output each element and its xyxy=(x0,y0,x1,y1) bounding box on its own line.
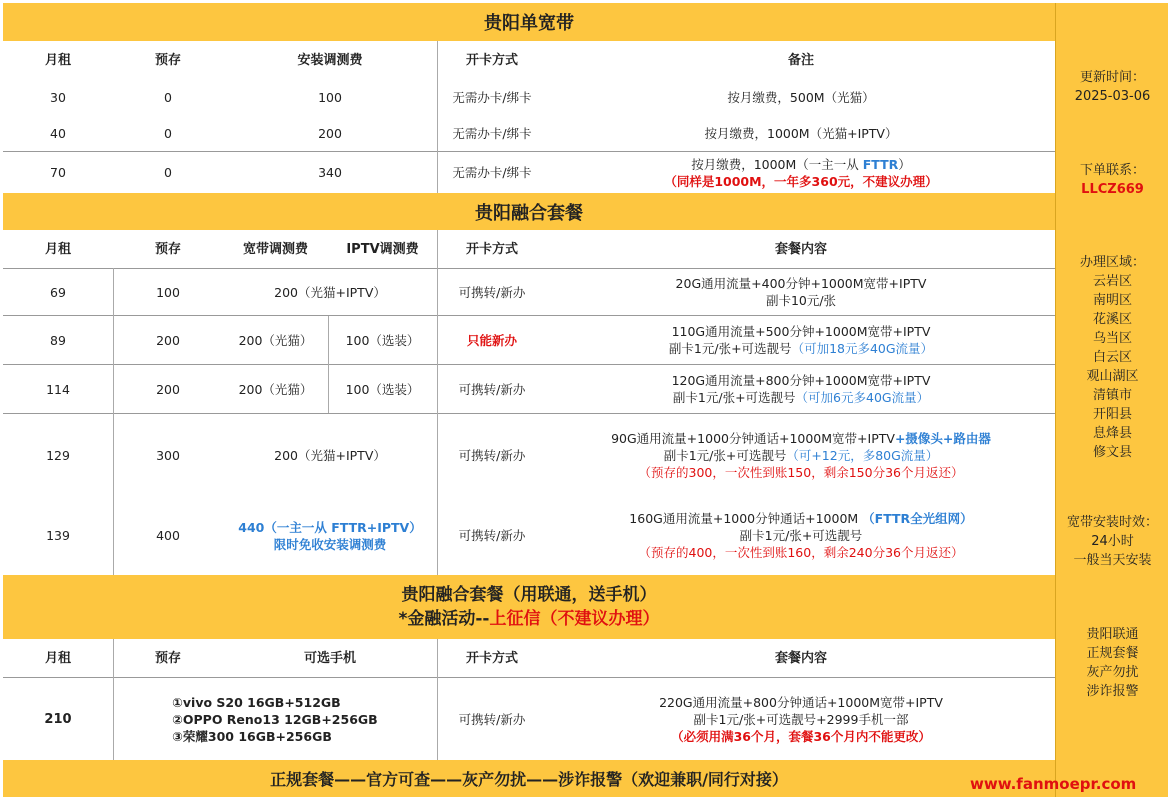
area-label: 办理区域： xyxy=(1079,255,1145,270)
s2-row1-method: 可携转/新办 xyxy=(458,284,526,300)
footer-band xyxy=(3,760,1055,797)
s2-row1-content-line1: 20G通用流量+400分钟+1000M宽带+IPTV xyxy=(675,276,927,291)
s1-row3-note-line1: 按月缴费，1000M（一主一从 FTTR） xyxy=(691,156,911,172)
area-item: 修文县 xyxy=(1092,445,1132,460)
s3-row-rent: 210 xyxy=(44,711,72,727)
s2-row4-method: 可携转/新办 xyxy=(458,447,526,463)
s1-row2-fee: 200 xyxy=(318,125,342,141)
area-item: 观山湖区 xyxy=(1086,369,1139,384)
s2-header-deposit: 预存 xyxy=(154,241,181,257)
update-date: 2025-03-06 xyxy=(1074,89,1151,104)
s2-row2-iptv-fee: 100（选装） xyxy=(345,332,420,348)
s2-row5-method: 可携转/新办 xyxy=(458,528,526,543)
s2-header-content: 套餐内容 xyxy=(774,241,827,257)
s2-header-iptv-fee: IPTV调测费 xyxy=(346,241,419,257)
s2-row4-content-line1: 90G通用流量+1000分钟通话+1000M宽带+IPTV+摄像头+路由器 xyxy=(611,430,991,446)
notice-block xyxy=(1056,625,1169,701)
s1-row1-rent: 30 xyxy=(50,89,66,105)
s2-row3-content-line2: 副卡1元/张+可选靓号（可加6元多40G流量） xyxy=(672,390,930,405)
s3-header-method: 开卡方式 xyxy=(465,650,518,666)
s2-row5-fee xyxy=(223,496,437,575)
s3-row-content-line3: （必须用满36个月，套餐36个月内不能更改） xyxy=(671,728,931,744)
watermark-url: www.fanmoepr.com xyxy=(970,775,1137,793)
section3-subtitle: *金融活动--上征信（不建议办理） xyxy=(398,609,660,629)
contact-label: 下单联系： xyxy=(1079,163,1145,178)
s2-header-rent: 月租 xyxy=(44,241,71,257)
s3-header-content: 套餐内容 xyxy=(774,650,827,666)
s2-row3-rent: 114 xyxy=(46,381,70,397)
phone-option-1: ①vivo S20 16GB+512GB xyxy=(172,694,341,710)
phone-option-2: ②OPPO Reno13 12GB+256GB xyxy=(172,711,378,727)
area-item: 云岩区 xyxy=(1092,274,1132,289)
s2-header-method: 开卡方式 xyxy=(465,241,518,257)
notice-line: 涉诈报警 xyxy=(1086,684,1139,699)
s3-header-deposit: 预存 xyxy=(154,650,181,666)
notice-line: 灰产勿扰 xyxy=(1086,665,1139,680)
s1-row3-method: 无需办卡/绑卡 xyxy=(452,165,532,180)
s2-row3-content-line1: 120G通用流量+800分钟+1000M宽带+IPTV xyxy=(671,373,931,388)
s2-row3-bb-fee: 200（光猫） xyxy=(238,381,313,397)
s2-row3-content xyxy=(547,365,1055,413)
s2-row1-content xyxy=(547,269,1055,315)
s2-row4-deposit: 300 xyxy=(156,447,180,463)
s2-row2-rent: 89 xyxy=(50,332,66,348)
area-item: 清镇市 xyxy=(1092,388,1132,403)
s3-header-phone: 可选手机 xyxy=(303,650,356,666)
s2-header-bb-fee: 宽带调测费 xyxy=(242,241,308,257)
s1-row2-deposit: 0 xyxy=(164,125,172,141)
install-label: 宽带安装时效： xyxy=(1066,515,1158,530)
section3-title: 贵阳融合套餐（用联通，送手机） xyxy=(401,585,657,605)
install-note: 一般当天安装 xyxy=(1073,553,1152,568)
s2-row1-fee: 200（光猫+IPTV） xyxy=(274,284,386,300)
s1-row2-method: 无需办卡/绑卡 xyxy=(452,125,532,141)
s3-header-rent: 月租 xyxy=(44,650,71,666)
s1-row3-rent: 70 xyxy=(50,165,66,180)
s2-row5-fee-line2: 限时免收安装调测费 xyxy=(273,536,387,552)
s3-row-method: 可携转/新办 xyxy=(458,711,526,727)
s3-row-content xyxy=(547,678,1055,760)
s1-header-rent: 月租 xyxy=(44,52,71,68)
s2-row5-content-line3: （预存的400，一次性到账160，剩余240分36个月返还） xyxy=(638,545,964,560)
main-table xyxy=(3,3,1055,797)
update-label: 更新时间： xyxy=(1079,70,1145,85)
area-item: 南明区 xyxy=(1092,293,1132,308)
s2-row4-content-line3: （预存的300，一次性到账150，剩余150分36个月返还） xyxy=(638,464,964,480)
s2-row3-iptv-fee: 100（选装） xyxy=(345,381,420,397)
update-info xyxy=(1056,68,1169,106)
install-hours: 24小时 xyxy=(1091,534,1134,549)
footer-text: 正规套餐——官方可查——灰产勿扰——涉诈报警（欢迎兼职/同行对接） xyxy=(270,770,788,789)
s2-row2-content-line1: 110G通用流量+500分钟+1000M宽带+IPTV xyxy=(671,324,931,339)
s1-row1-method: 无需办卡/绑卡 xyxy=(452,89,532,105)
s1-row2-note: 按月缴费，1000M（光猫+IPTV） xyxy=(704,125,898,141)
service-areas xyxy=(1056,253,1169,462)
info-sidebar xyxy=(1055,3,1168,797)
s1-header-method: 开卡方式 xyxy=(465,52,518,68)
s2-row5-fee-line1: 440（一主一从 FTTR+IPTV） xyxy=(238,519,422,535)
s2-row1-content-line2: 副卡10元/张 xyxy=(765,293,837,308)
section2-title: 贵阳融合套餐 xyxy=(3,193,1055,230)
s2-row2-content-line2: 副卡1元/张+可选靓号（可加18元多40G流量） xyxy=(668,341,934,356)
s3-row-phones xyxy=(113,678,437,760)
area-item: 花溪区 xyxy=(1092,312,1132,327)
s3-row-content-line1: 220G通用流量+800分钟通话+1000M宽带+IPTV xyxy=(659,694,943,710)
s2-row5-content-line1: 160G通用流量+1000分钟通话+1000M （FTTR全光组网） xyxy=(629,511,973,526)
s3-row-content-line2: 副卡1元/张+可选靓号+2999手机一部 xyxy=(693,711,909,727)
s2-row2-method: 只能新办 xyxy=(466,332,517,348)
s2-row5-rent: 139 xyxy=(46,528,70,543)
s1-row1-deposit: 0 xyxy=(164,89,172,105)
s2-row4-content-line2: 副卡1元/张+可选靓号（可+12元，多80G流量） xyxy=(663,447,939,463)
s1-row3-deposit: 0 xyxy=(164,165,172,180)
contact-info xyxy=(1056,161,1169,199)
s2-row2-deposit: 200 xyxy=(156,332,180,348)
s2-row2-bb-fee: 200（光猫） xyxy=(238,332,313,348)
s2-row4-fee: 200（光猫+IPTV） xyxy=(274,447,386,463)
s2-row3-method: 可携转/新办 xyxy=(458,381,526,397)
s1-row3-note-warning: （同样是1000M，一年多360元，不建议办理） xyxy=(664,173,938,189)
section1-title: 贵阳单宽带 xyxy=(3,3,1055,41)
s2-row5-deposit: 400 xyxy=(156,528,180,543)
s2-row1-rent: 69 xyxy=(50,284,66,300)
install-time xyxy=(1056,513,1169,570)
s2-row4-rent: 129 xyxy=(46,447,70,463)
s2-row5-content xyxy=(547,496,1055,575)
s1-header-note: 备注 xyxy=(787,52,814,68)
s1-row1-fee: 100 xyxy=(318,89,342,105)
s1-header-fee: 安装调测费 xyxy=(297,52,363,68)
notice-line: 正规套餐 xyxy=(1086,646,1139,661)
area-item: 息烽县 xyxy=(1092,426,1132,441)
s1-row3-note xyxy=(547,152,1055,193)
s1-row3-fee: 340 xyxy=(318,165,342,180)
s2-row1-deposit: 100 xyxy=(156,284,180,300)
s1-header-deposit: 预存 xyxy=(154,52,181,68)
section3-title-band xyxy=(3,575,1055,639)
phone-option-3: ③荣耀300 16GB+256GB xyxy=(172,728,332,744)
area-item: 乌当区 xyxy=(1092,331,1132,346)
area-item: 开阳县 xyxy=(1092,407,1132,422)
s2-row5-content-line2: 副卡1元/张+可选靓号 xyxy=(739,528,863,543)
s2-row2-content xyxy=(547,316,1055,364)
s2-row3-deposit: 200 xyxy=(156,381,180,397)
s1-row1-note: 按月缴费，500M（光猫） xyxy=(727,89,875,105)
contact-id[interactable]: LLCZ669 xyxy=(1081,182,1144,197)
s2-row4-content xyxy=(547,414,1055,496)
notice-line: 贵阳联通 xyxy=(1086,627,1139,642)
area-item: 白云区 xyxy=(1092,350,1132,365)
s1-row2-rent: 40 xyxy=(50,125,66,141)
